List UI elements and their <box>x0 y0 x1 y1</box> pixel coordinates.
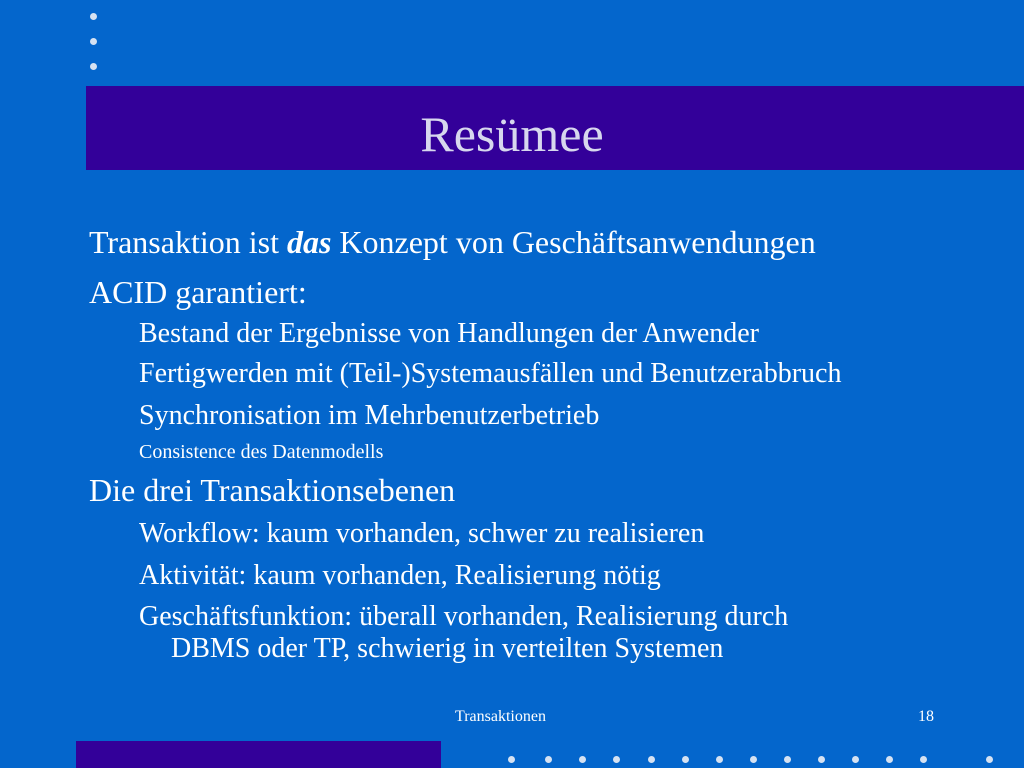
decor-dot <box>90 38 97 45</box>
sub-bullet-line: Fertigwerden mit (Teil-)Systemausfällen und Benutzerabbruch <box>139 358 842 389</box>
decor-dot <box>682 756 689 763</box>
decor-dot <box>716 756 723 763</box>
bullet-text: Konzept von Geschäftsanwendungen <box>331 224 816 260</box>
decor-dot <box>90 63 97 70</box>
decor-dot <box>545 756 552 763</box>
emphasis-text: das <box>286 224 332 260</box>
decor-dot <box>90 13 97 20</box>
slide-title: Resümee <box>420 106 604 162</box>
sub-bullet-line: Bestand der Ergebnisse von Handlungen der Anwender <box>139 318 759 349</box>
decor-dot <box>784 756 791 763</box>
decor-dot <box>852 756 859 763</box>
bullet-line <box>89 224 816 261</box>
decor-dot <box>986 756 993 763</box>
sub-bullet-line: Workflow: kaum vorhanden, schwer zu realisieren <box>139 518 705 549</box>
sub-bullet-continuation: DBMS oder TP, schwierig in verteilten Systemen <box>171 633 724 664</box>
decor-dot <box>648 756 655 763</box>
decor-dot <box>750 756 757 763</box>
bullet-line: ACID garantiert: <box>89 274 307 310</box>
bullet-text: Transaktion ist <box>89 224 287 260</box>
bottom-band <box>76 741 441 768</box>
decor-dot <box>508 756 515 763</box>
decor-dot <box>579 756 586 763</box>
footer-label: Transaktionen <box>455 708 546 725</box>
decor-dot <box>818 756 825 763</box>
sub-bullet-line: Aktivität: kaum vorhanden, Realisierung nötig <box>139 560 661 591</box>
decor-dot <box>886 756 893 763</box>
page-number: 18 <box>918 708 934 725</box>
bullet-line: Die drei Transaktionsebenen <box>89 472 456 508</box>
decor-dot <box>920 756 927 763</box>
sub-bullet-line: Synchronisation im Mehrbenutzerbetrieb <box>139 400 600 431</box>
sub-sub-bullet-line: Consistence des Datenmodells <box>139 441 384 463</box>
sub-bullet-line: Geschäftsfunktion: überall vorhanden, Realisierung durch <box>139 601 789 632</box>
decor-dot <box>613 756 620 763</box>
